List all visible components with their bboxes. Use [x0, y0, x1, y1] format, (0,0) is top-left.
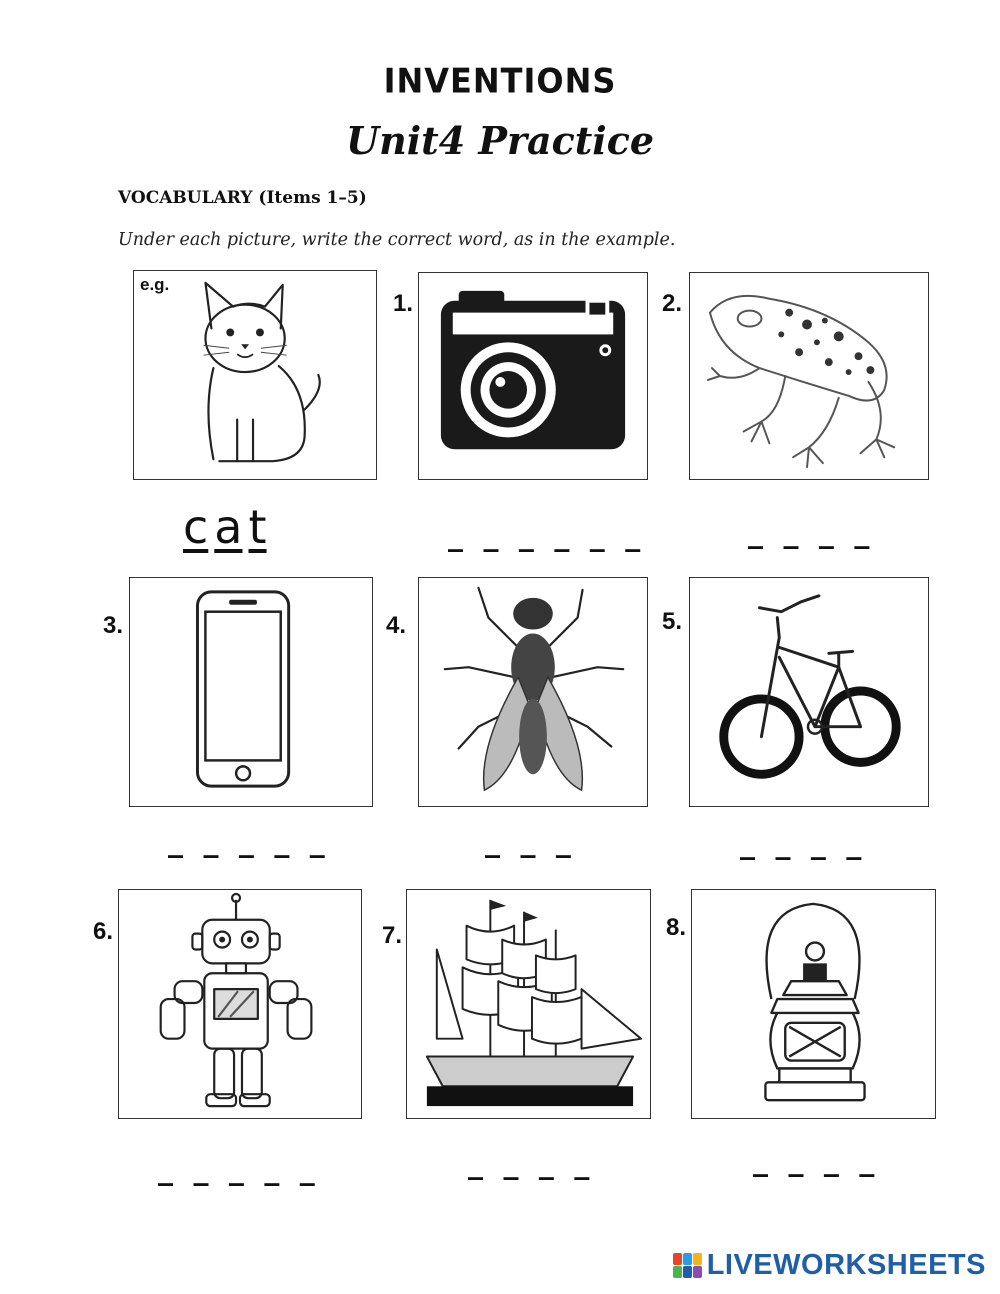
liveworksheets-logo-icon	[673, 1253, 703, 1279]
item-number: 3.	[103, 612, 124, 639]
lantern-icon	[692, 890, 935, 1118]
answer-blank-3[interactable]: _ _ _ _ _	[168, 824, 330, 859]
picture-box-7	[406, 889, 651, 1119]
example-answer	[180, 500, 270, 554]
item-number: 5.	[662, 608, 683, 635]
frog-icon	[690, 273, 928, 479]
page-subtitle: Unit4 Practice	[345, 118, 655, 163]
liveworksheets-logo	[673, 1249, 986, 1282]
smartphone-icon	[130, 578, 372, 806]
picture-box-3	[129, 577, 373, 807]
section-heading: VOCABULARY (Items 1–5)	[118, 188, 367, 208]
item-number: 6.	[93, 918, 114, 945]
picture-box-1	[418, 272, 648, 480]
answer-blank-2[interactable]: _ _ _ _	[748, 515, 875, 550]
bicycle-icon	[690, 578, 928, 806]
item-number: 2.	[662, 290, 683, 317]
item-number: 7.	[382, 922, 403, 949]
cat-icon	[134, 271, 376, 479]
example-picture-box	[133, 270, 377, 480]
page-title: INVENTIONS	[383, 61, 617, 101]
answer-blank-1[interactable]: _ _ _ _ _ _	[448, 518, 646, 553]
example-letter: a	[214, 500, 243, 554]
answer-blank-7[interactable]: _ _ _ _	[468, 1146, 595, 1181]
answer-blank-8[interactable]: _ _ _ _	[753, 1143, 880, 1178]
picture-box-4	[418, 577, 648, 807]
picture-box-5	[689, 577, 929, 807]
ship-icon	[407, 890, 650, 1118]
instruction-text: Under each picture, write the correct word, as in the example.	[118, 230, 676, 250]
example-letter: t	[248, 500, 267, 554]
picture-box-2	[689, 272, 929, 480]
answer-blank-6[interactable]: _ _ _ _ _	[158, 1152, 320, 1187]
picture-box-6	[118, 889, 362, 1119]
robot-icon	[119, 890, 361, 1118]
camera-icon	[419, 273, 647, 479]
logo-text: LIVEWORKSHEETS	[706, 1249, 986, 1281]
item-number: 1.	[393, 290, 414, 317]
picture-box-8	[691, 889, 936, 1119]
example-letter: c	[183, 500, 209, 554]
answer-blank-5[interactable]: _ _ _ _	[740, 826, 867, 861]
fly-icon	[419, 578, 647, 806]
item-number: 4.	[386, 612, 407, 639]
item-number: 8.	[666, 914, 687, 941]
example-label: e.g.	[140, 275, 170, 294]
answer-blank-4[interactable]: _ _ _	[485, 824, 576, 859]
